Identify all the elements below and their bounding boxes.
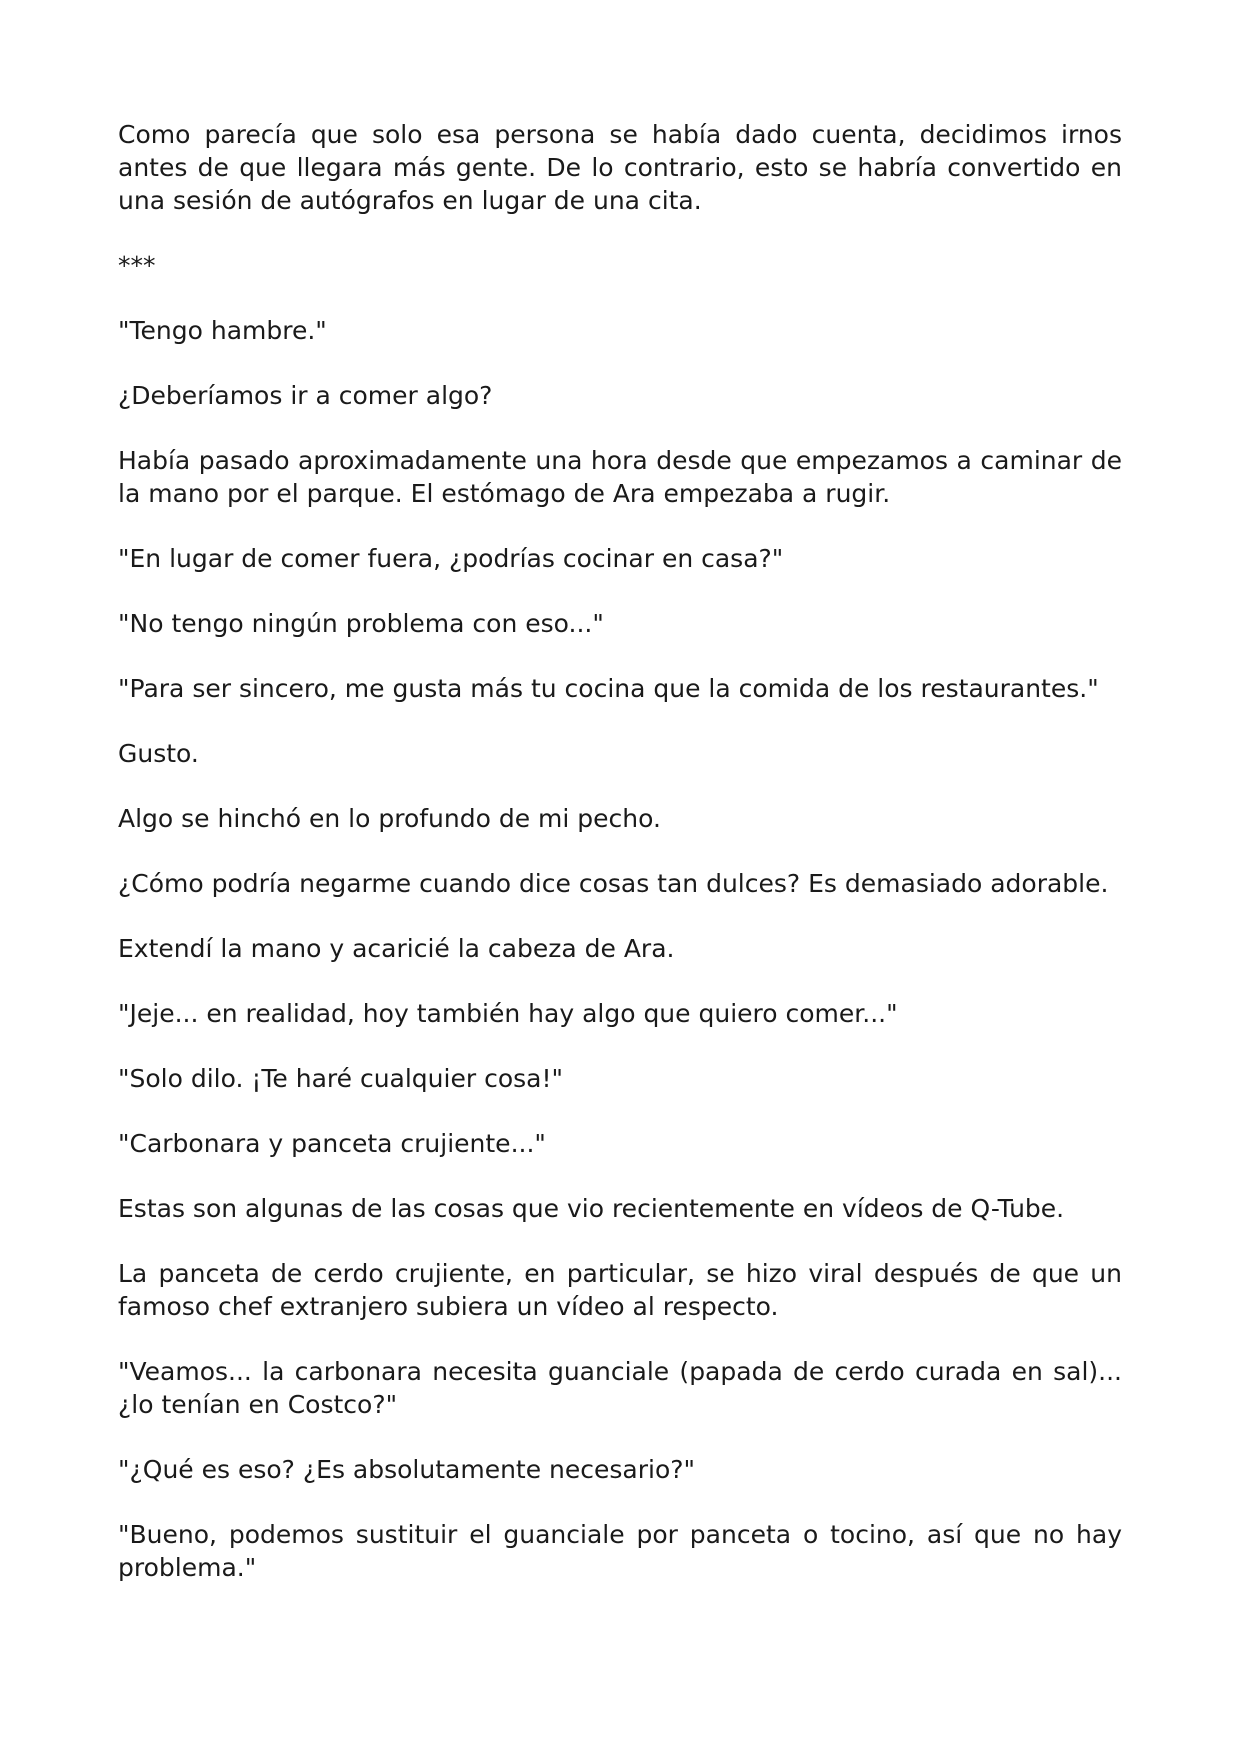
paragraph-12: Extendí la mano y acaricié la cabeza de Ara. xyxy=(118,934,675,963)
paragraph-6: "En lugar de comer fuera, ¿podrías cocinar en casa?" xyxy=(118,544,784,573)
paragraph-11: ¿Cómo podría negarme cuando dice cosas tan dulces? Es demasiado adorable. xyxy=(118,869,1109,898)
paragraph-9: Gusto. xyxy=(118,739,199,768)
paragraph-1: Como parecía que solo esa persona se había dado cuenta, decidimos irnos antes de que llegara más gente. De lo contrario, esto se habría convertido en una sesión de autógrafos en lugar de una cita. xyxy=(118,120,1122,215)
paragraph-3: "Tengo hambre." xyxy=(118,316,327,345)
paragraph-17: La panceta de cerdo crujiente, en particular, se hizo viral después de que un famoso chef extranjero subiera un vídeo al respecto. xyxy=(118,1259,1122,1321)
paragraph-10: Algo se hinchó en lo profundo de mi pecho. xyxy=(118,804,661,833)
paragraph-7: "No tengo ningún problema con eso..." xyxy=(118,609,604,638)
document-page xyxy=(118,118,1122,1616)
paragraph-18: "Veamos... la carbonara necesita guanciale (papada de cerdo curada en sal)... ¿lo tenían en Costco?" xyxy=(118,1357,1122,1419)
paragraph-13: "Jeje... en realidad, hoy también hay algo que quiero comer..." xyxy=(118,999,898,1028)
paragraph-16: Estas son algunas de las cosas que vio recientemente en vídeos de Q-Tube. xyxy=(118,1194,1065,1223)
paragraph-8: "Para ser sincero, me gusta más tu cocina que la comida de los restaurantes." xyxy=(118,674,1099,703)
paragraph-20: "Bueno, podemos sustituir el guanciale por panceta o tocino, así que no hay problema." xyxy=(118,1520,1122,1582)
paragraph-15: "Carbonara y panceta crujiente..." xyxy=(118,1129,546,1158)
paragraph-14: "Solo dilo. ¡Te haré cualquier cosa!" xyxy=(118,1064,563,1093)
paragraph-19: "¿Qué es eso? ¿Es absolutamente necesario?" xyxy=(118,1455,696,1484)
scene-break: *** xyxy=(118,251,156,280)
paragraph-5: Había pasado aproximadamente una hora desde que empezamos a caminar de la mano por el parque. El estómago de Ara empezaba a rugir. xyxy=(118,446,1122,508)
paragraph-4: ¿Deberíamos ir a comer algo? xyxy=(118,381,493,410)
